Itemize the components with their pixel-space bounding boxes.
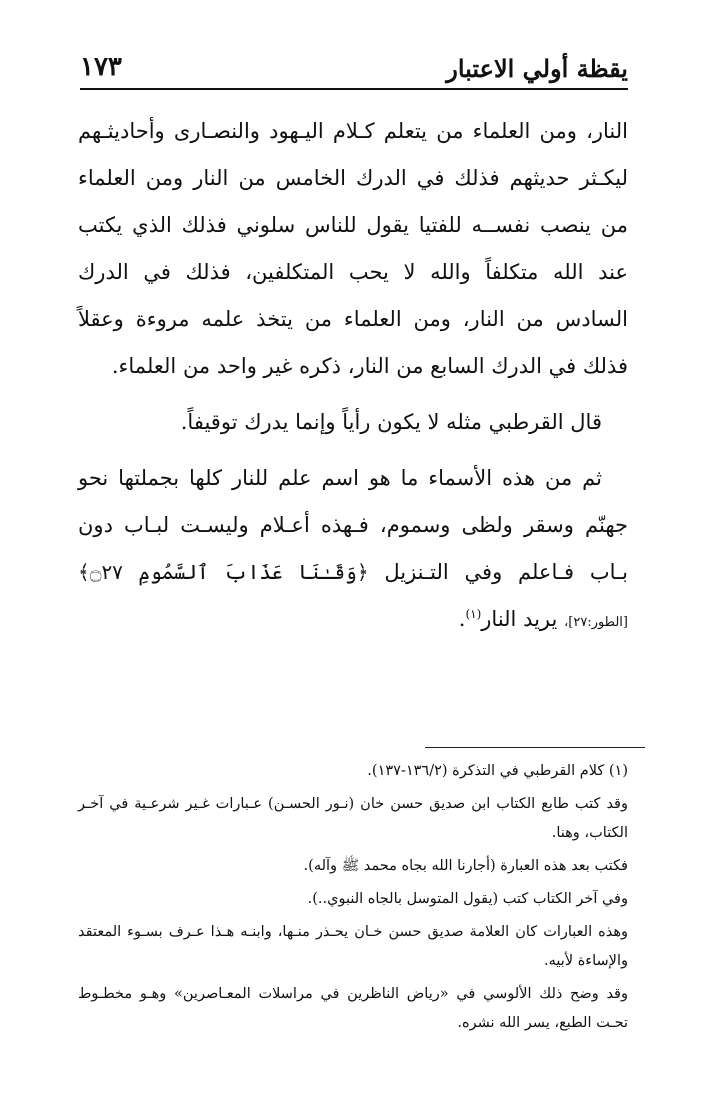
footnotes xyxy=(78,757,628,1042)
footnote-line-2: وقد كتب طابع الكتاب ابن صديق حسن خان (نـور الحسـن) عـبارات غـير شرعـية في آخـر الكتاب، وهنا. xyxy=(78,796,628,841)
footnote-line-6: وقد وضح ذلك الألوسي في «رياض الناظرين في مراسلات المعـاصرين» وهـو مخطـوط تحـت الطبع، يسر الله نشره. xyxy=(78,986,628,1031)
running-title: يقظة أولي الاعتبار xyxy=(446,54,628,83)
paragraph-3-period: . xyxy=(458,607,466,631)
main-text xyxy=(78,108,628,646)
page-number: ١٧٣ xyxy=(80,52,122,82)
paragraph-3 xyxy=(78,455,628,646)
quran-reference: [الطور:٢٧]، xyxy=(564,615,628,630)
footnote-line-3: فكتب بعد هذه العبارة (أجارنا الله بجاه محمد ﷺ وآله). xyxy=(303,858,628,874)
paragraph-1: النار، ومن العلماء من يتعلم كـلام اليـهود والنصـارى وأحاديثـهم ليكـثر حديثهم فذلك في الدرك الخامس من النار ومن العلماء من ينصب نفســه للفتيا يقول للناس سلوني فذلك الذي يكتب عند الله متكلفاً والله لا يحب المتكلفين، فذلك في الدرك السادس من النار، ومن العلماء من يتخذ علمه مروءة وعقلاً فذلك في الدرك السابع من النار، ذكره غير واحد من العلماء. xyxy=(78,119,628,378)
footnote-divider xyxy=(425,747,645,748)
footnote-line-4: وفي آخر الكتاب كتب (يقول المتوسل بالجاه النبوي..). xyxy=(307,891,628,907)
paragraph-3-text: ثم من هذه الأسماء ما هو اسم علم للنار كلها بجملتها نحو جهنّم وسقر ولظى وسموم، فـهذه أعـلام وليسـت لبـاب دون بـاب فـاعلم وفي التـنزيل xyxy=(78,466,628,584)
paragraph-3-end: يريد النار xyxy=(481,607,558,631)
paragraph-2: قال القرطبي مثله لا يكون رأياً وإنما يدرك توقيفاً. xyxy=(180,410,602,434)
footnote-line-5: وهذه العبارات كان العلامة صديق حسن خـان يحـذر منـها، وابنـه هـذا عـرف بسـوء المعتقد والإساءة لأبيه. xyxy=(78,924,628,969)
footnote-1: (١) كلام القرطبي في التذكرة (١٣٦/٢-١٣٧). xyxy=(367,763,628,779)
footnote-marker: (١) xyxy=(465,607,482,621)
quran-verse: ﴿وَقَـٰنَا عَذَابَ ٱلسَّمُومِ ۝٢٧﴾ xyxy=(78,560,369,584)
header-divider xyxy=(80,88,628,90)
page-header xyxy=(80,50,628,86)
